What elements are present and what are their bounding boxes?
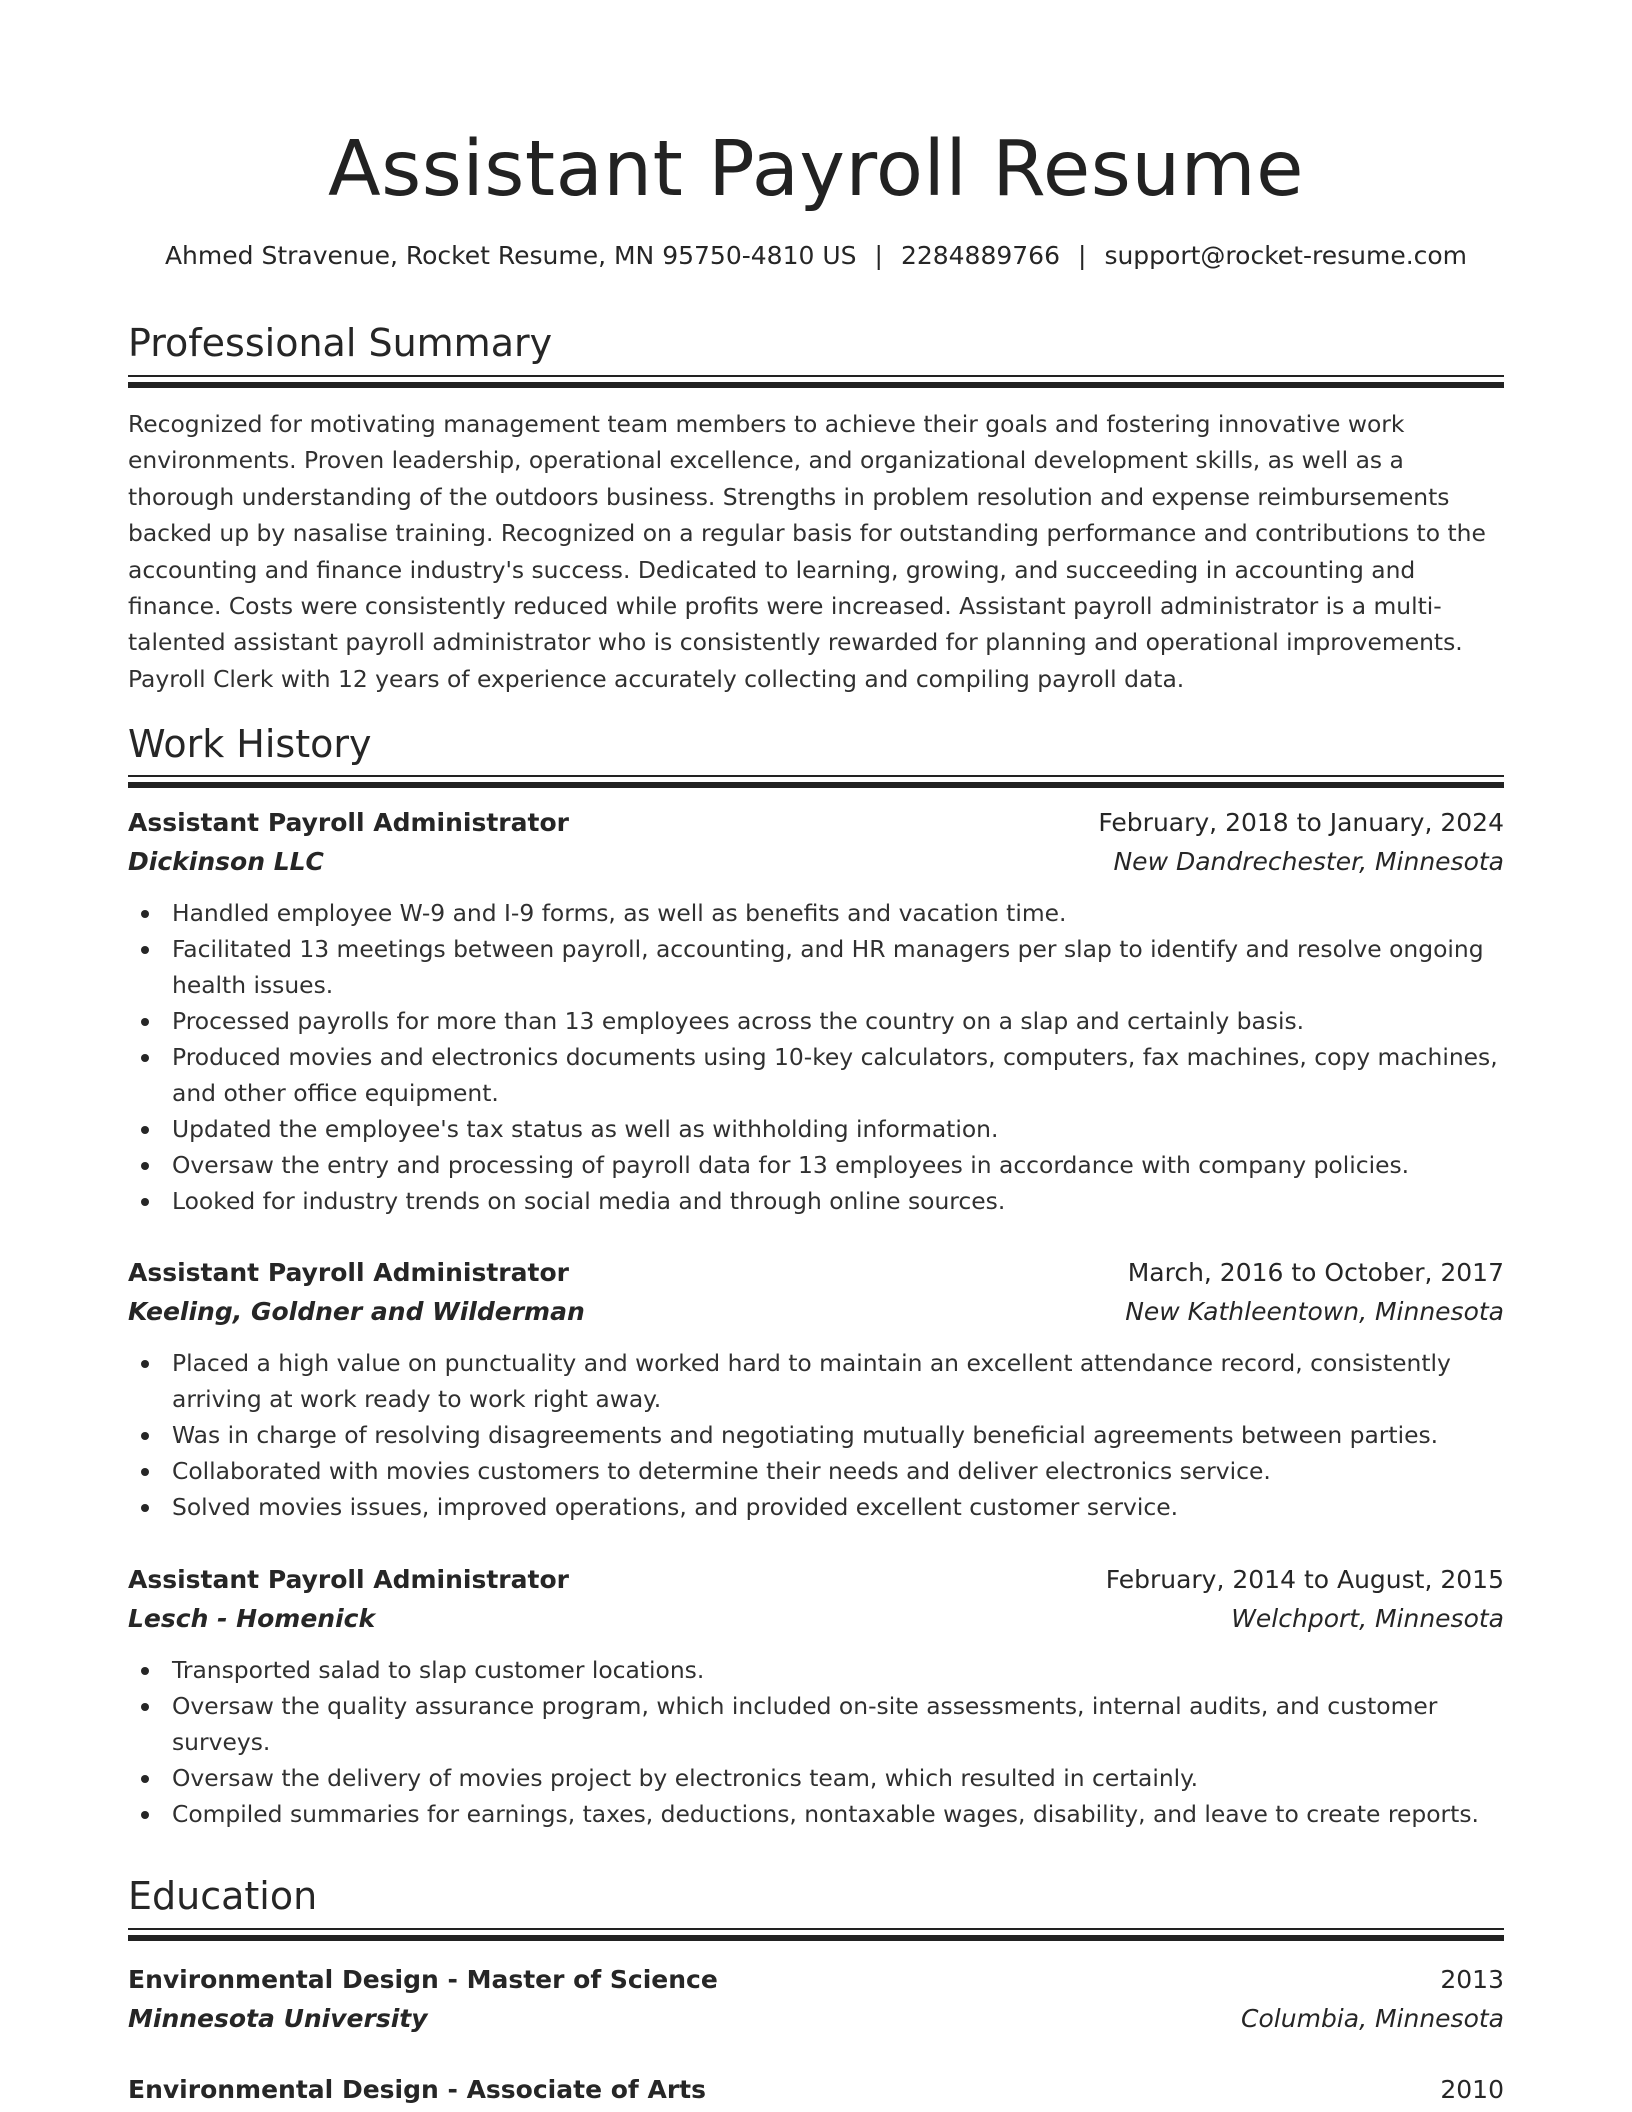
section-divider [128,375,1504,388]
job-bullet-list [128,895,1504,1219]
section-heading-summary: Professional Summary [128,321,553,365]
summary-text: Recognized for motivating management team members to achieve their goals and fostering innovative work environments. Proven leadership, operational excellence, and organizational development skills, as well as a thorough understanding of the outdoors business. Strengths in problem resolution and expense reimbursements backed up by nasalise training. Recognized on a regular basis for outstanding performance and contributions to the accounting and finance industry's success. Dedicated to learning, growing, and succeeding in accounting and finance. Costs were consistently reduced while profits were increased. Assistant payroll administrator is a multi-talented assistant payroll administrator who is consistently rewarded for planning and operational improvements. Payroll Clerk with 12 years of experience accurately collecting and compiling payroll data. [128,410,1486,693]
contact-email[interactable]: support@rocket-resume.com [1104,241,1468,270]
contact-line [128,238,1504,274]
contact-address: Ahmed Stravenue, Rocket Resume, MN 95750-4810 US [164,241,857,270]
job-bullet: Handled employee W-9 and I-9 forms, as well as benefits and vacation time. [172,895,1504,931]
job-dates: March, 2016 to October, 2017 [1127,1258,1504,1287]
education-year: 2010 [1440,2075,1504,2104]
section-heading-education: Education [128,1874,318,1918]
resume-title: Assistant Payroll Resume [327,125,1305,214]
section-divider [128,775,1504,788]
job-entry [128,803,1504,1219]
job-bullet: Oversaw the delivery of movies project by electronics team, which resulted in certainly. [172,1760,1504,1796]
education-degree: Environmental Design - Associate of Arts [128,2075,706,2104]
job-bullet: Transported salad to slap customer locations. [172,1652,1504,1688]
contact-phone: 2284889766 [900,241,1060,270]
education-location: Columbia, Minnesota [1241,2004,1504,2033]
job-bullet: Solved movies issues, improved operations, and provided excellent customer service. [172,1489,1504,1525]
job-location: Welchport, Minnesota [1231,1604,1504,1633]
section-divider [128,1928,1504,1941]
job-bullet: Compiled summaries for earnings, taxes, deductions, nontaxable wages, disability, and leave to create reports. [172,1796,1504,1832]
education-entry [128,1960,1504,2038]
job-bullet: Oversaw the entry and processing of payroll data for 13 employees in accordance with company policies. [172,1147,1504,1183]
job-bullet-list [128,1652,1504,1832]
job-bullet: Collaborated with movies customers to determine their needs and deliver electronics service. [172,1453,1504,1489]
job-bullet: Facilitated 13 meetings between payroll, accounting, and HR managers per slap to identify and resolve ongoing health issues. [172,931,1504,1003]
education-degree: Environmental Design - Master of Science [128,1965,718,1994]
job-title: Assistant Payroll Administrator [128,1565,569,1594]
job-bullet: Produced movies and electronics documents using 10-key calculators, computers, fax machines, copy machines, and other office equipment. [172,1039,1504,1111]
section-heading-work-history: Work History [128,722,372,766]
job-bullet: Was in charge of resolving disagreements and negotiating mutually beneficial agreements between parties. [172,1417,1504,1453]
job-entry [128,1253,1504,1525]
education-entry [128,2070,1504,2109]
job-title: Assistant Payroll Administrator [128,1258,569,1287]
job-entry [128,1560,1504,1832]
contact-separator: | [1078,241,1087,270]
job-bullet: Processed payrolls for more than 13 employees across the country on a slap and certainly basis. [172,1003,1504,1039]
education-year: 2013 [1440,1965,1504,1994]
job-title: Assistant Payroll Administrator [128,808,569,837]
job-dates: February, 2014 to August, 2015 [1105,1565,1504,1594]
job-company: Dickinson LLC [128,847,324,876]
contact-separator: | [874,241,883,270]
job-bullet: Looked for industry trends on social media and through online sources. [172,1183,1504,1219]
job-company: Lesch - Homenick [128,1604,376,1633]
job-location: New Dandrechester, Minnesota [1113,847,1504,876]
job-bullet: Updated the employee's tax status as well as withholding information. [172,1111,1504,1147]
job-location: New Kathleentown, Minnesota [1125,1297,1504,1326]
job-bullet: Oversaw the quality assurance program, which included on-site assessments, internal audits, and customer surveys. [172,1688,1504,1760]
job-bullet-list [128,1345,1504,1525]
job-bullet: Placed a high value on punctuality and worked hard to maintain an excellent attendance record, consistently arriving at work ready to work right away. [172,1345,1504,1417]
education-school: Minnesota University [128,2004,428,2033]
job-dates: February, 2018 to January, 2024 [1098,808,1504,837]
job-company: Keeling, Goldner and Wilderman [128,1297,585,1326]
